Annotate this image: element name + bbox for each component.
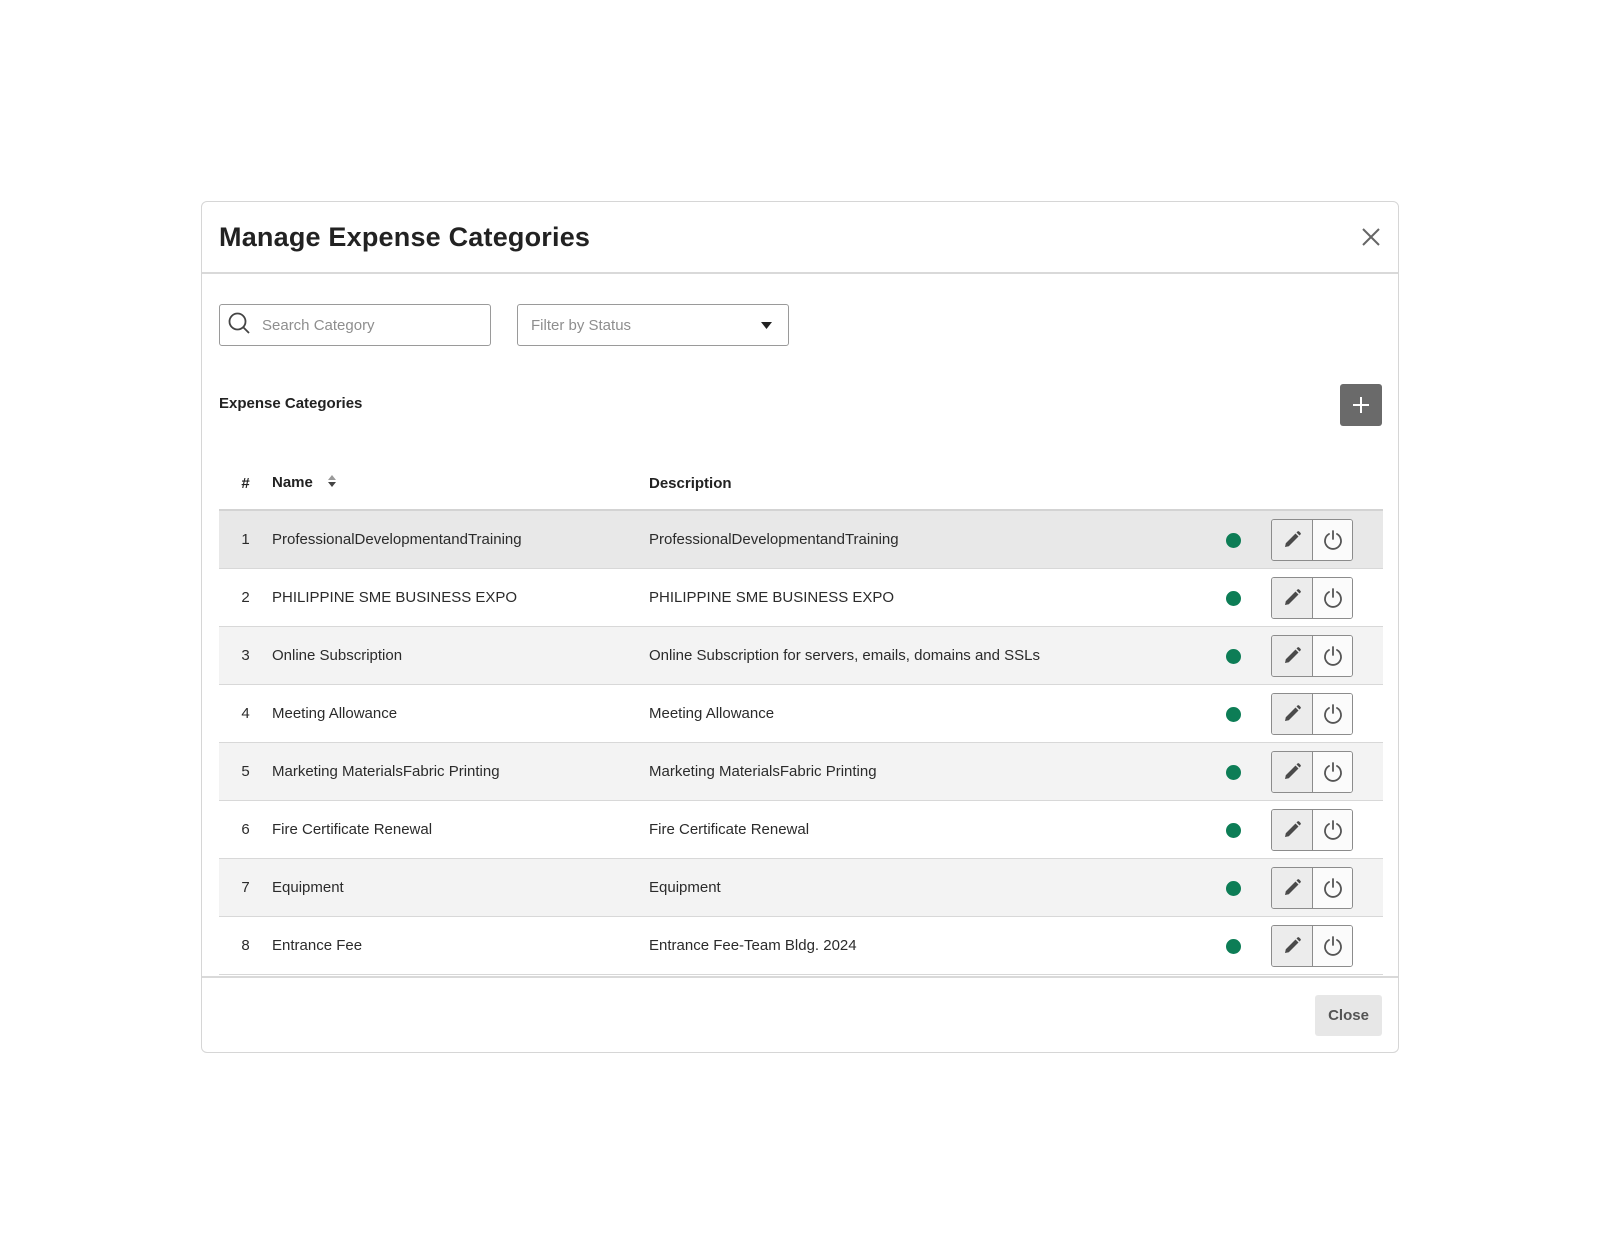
row-actions: [1271, 627, 1383, 685]
pencil-icon: [1282, 762, 1302, 782]
row-name: Meeting Allowance: [272, 685, 649, 743]
row-status: [1226, 627, 1271, 685]
modal-footer: [202, 976, 1398, 1052]
search-input[interactable]: [260, 316, 464, 335]
header-status: [1226, 457, 1271, 510]
edit-button[interactable]: [1272, 694, 1312, 734]
manage-expense-categories-modal: [201, 201, 1399, 1053]
row-actions: [1271, 569, 1383, 627]
row-actions: [1271, 801, 1383, 859]
pencil-icon: [1282, 704, 1302, 724]
table-row: [219, 801, 1383, 859]
row-status: [1226, 569, 1271, 627]
modal-title: Manage Expense Categories: [219, 222, 591, 252]
row-status: [1226, 510, 1271, 569]
header-name-label: Name: [272, 473, 313, 491]
table-header-row: [219, 457, 1383, 510]
header-actions: [1271, 457, 1383, 510]
row-num: 2: [219, 569, 272, 627]
row-name: Fire Certificate Renewal: [272, 801, 649, 859]
edit-button[interactable]: [1272, 868, 1312, 908]
edit-button[interactable]: [1272, 926, 1312, 966]
caret-down-icon: [761, 316, 772, 334]
toggle-status-button[interactable]: [1312, 636, 1352, 676]
row-name: ProfessionalDevelopmentandTraining: [272, 510, 649, 569]
status-filter-placeholder: Filter by Status: [531, 316, 632, 334]
row-name: Entrance Fee: [272, 917, 649, 975]
edit-button[interactable]: [1272, 578, 1312, 618]
edit-button[interactable]: [1272, 752, 1312, 792]
power-icon: [1322, 529, 1344, 551]
row-status: [1226, 859, 1271, 917]
row-num: 8: [219, 917, 272, 975]
power-icon: [1322, 877, 1344, 899]
toggle-status-button[interactable]: [1312, 520, 1352, 560]
close-icon[interactable]: [1358, 224, 1384, 250]
toggle-status-button[interactable]: [1312, 868, 1352, 908]
table-row: [219, 743, 1383, 801]
toggle-status-button[interactable]: [1312, 578, 1352, 618]
add-category-button[interactable]: [1340, 384, 1382, 426]
table-row: [219, 569, 1383, 627]
power-icon: [1322, 819, 1344, 841]
pencil-icon: [1282, 588, 1302, 608]
row-num: 3: [219, 627, 272, 685]
row-description: Meeting Allowance: [649, 685, 1226, 743]
pencil-icon: [1282, 820, 1302, 840]
table-row: [219, 917, 1383, 975]
status-dot: [1226, 823, 1241, 838]
row-num: 5: [219, 743, 272, 801]
row-description: Online Subscription for servers, emails, domains and SSLs: [649, 627, 1226, 685]
plus-icon: [1351, 395, 1371, 415]
power-icon: [1322, 935, 1344, 957]
status-dot: [1226, 765, 1241, 780]
row-num: 6: [219, 801, 272, 859]
row-name: Online Subscription: [272, 627, 649, 685]
row-action-group: [1271, 693, 1353, 735]
row-status: [1226, 917, 1271, 975]
row-actions: [1271, 917, 1383, 975]
row-name: PHILIPPINE SME BUSINESS EXPO: [272, 569, 649, 627]
row-description: Marketing MaterialsFabric Printing: [649, 743, 1226, 801]
power-icon: [1322, 761, 1344, 783]
toggle-status-button[interactable]: [1312, 752, 1352, 792]
row-action-group: [1271, 867, 1353, 909]
table-row: [219, 627, 1383, 685]
search-box[interactable]: [219, 304, 491, 346]
row-description: Entrance Fee-Team Bldg. 2024: [649, 917, 1226, 975]
row-actions: [1271, 685, 1383, 743]
table-body: [219, 510, 1383, 975]
row-action-group: [1271, 635, 1353, 677]
sort-icon[interactable]: [327, 474, 337, 492]
row-num: 4: [219, 685, 272, 743]
row-action-group: [1271, 925, 1353, 967]
table-row: [219, 685, 1383, 743]
pencil-icon: [1282, 936, 1302, 956]
categories-table: [219, 457, 1383, 975]
header-name[interactable]: [272, 457, 649, 510]
status-filter-select[interactable]: [517, 304, 789, 346]
pencil-icon: [1282, 878, 1302, 898]
toggle-status-button[interactable]: [1312, 926, 1352, 966]
search-icon: [228, 312, 250, 339]
filters-bar: [219, 304, 789, 346]
edit-button[interactable]: [1272, 520, 1312, 560]
pencil-icon: [1282, 530, 1302, 550]
table-row: [219, 510, 1383, 569]
row-description: Fire Certificate Renewal: [649, 801, 1226, 859]
row-action-group: [1271, 809, 1353, 851]
row-actions: [1271, 743, 1383, 801]
section-title: Expense Categories: [219, 395, 363, 412]
row-status: [1226, 685, 1271, 743]
row-status: [1226, 801, 1271, 859]
status-dot: [1226, 707, 1241, 722]
power-icon: [1322, 645, 1344, 667]
modal-header: [202, 202, 1398, 274]
table-row: [219, 859, 1383, 917]
row-num: 7: [219, 859, 272, 917]
status-dot: [1226, 649, 1241, 664]
header-description: Description: [649, 457, 1226, 510]
toggle-status-button[interactable]: [1312, 694, 1352, 734]
row-description: Equipment: [649, 859, 1226, 917]
row-num: 1: [219, 510, 272, 569]
row-name: Marketing MaterialsFabric Printing: [272, 743, 649, 801]
row-action-group: [1271, 577, 1353, 619]
row-action-group: [1271, 751, 1353, 793]
row-status: [1226, 743, 1271, 801]
close-button[interactable]: Close: [1315, 995, 1382, 1036]
status-dot: [1226, 881, 1241, 896]
row-action-group: [1271, 519, 1353, 561]
row-actions: [1271, 859, 1383, 917]
row-actions: [1271, 510, 1383, 569]
edit-button[interactable]: [1272, 810, 1312, 850]
status-dot: [1226, 591, 1241, 606]
status-dot: [1226, 533, 1241, 548]
pencil-icon: [1282, 646, 1302, 666]
toggle-status-button[interactable]: [1312, 810, 1352, 850]
row-description: ProfessionalDevelopmentandTraining: [649, 510, 1226, 569]
power-icon: [1322, 703, 1344, 725]
status-dot: [1226, 939, 1241, 954]
row-description: PHILIPPINE SME BUSINESS EXPO: [649, 569, 1226, 627]
edit-button[interactable]: [1272, 636, 1312, 676]
power-icon: [1322, 587, 1344, 609]
header-num: #: [219, 457, 272, 510]
row-name: Equipment: [272, 859, 649, 917]
